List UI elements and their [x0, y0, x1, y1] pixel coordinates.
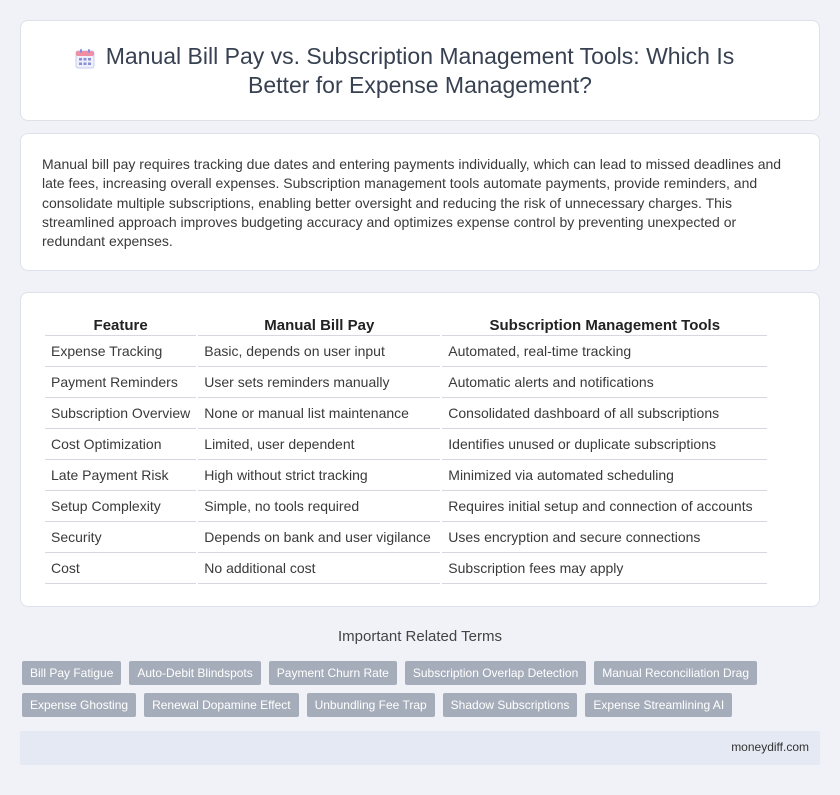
tag-expense-ghosting[interactable]: Expense Ghosting: [22, 693, 136, 717]
feature-cell: Payment Reminders: [45, 367, 196, 398]
related-terms-title: Important Related Terms: [338, 628, 502, 645]
tools-cell: Automatic alerts and notifications: [442, 367, 767, 398]
feature-cell: Cost Optimization: [45, 429, 196, 460]
tools-cell: Requires initial setup and connection of accounts: [442, 491, 767, 522]
intro-card: [20, 133, 820, 271]
feature-cell: Setup Complexity: [45, 491, 196, 522]
comparison-card: [20, 292, 820, 607]
tools-cell: Minimized via automated scheduling: [442, 460, 767, 491]
column-header-feature: Feature: [45, 315, 196, 336]
tag-renewal-dopamine-effect[interactable]: Renewal Dopamine Effect: [144, 693, 299, 717]
tools-cell: Automated, real-time tracking: [442, 336, 767, 367]
intro-paragraph: Manual bill pay requires tracking due dates and entering payments individually, which can lead to missed deadlines and late fees, increasing overall expenses. Subscription management tools automate payments, provide reminders, and consolidate multiple subscriptions, enabling better oversight and reducing the risk of unnecessary charges. This streamlined approach improves budgeting accuracy and optimizes expense control by preventing unexpected or redundant expenses.: [42, 156, 782, 250]
manual-cell: Limited, user dependent: [198, 429, 440, 460]
tools-cell: Subscription fees may apply: [442, 553, 767, 584]
feature-cell: Late Payment Risk: [45, 460, 196, 491]
tag-bill-pay-fatigue[interactable]: Bill Pay Fatigue: [22, 661, 121, 685]
footer: [20, 731, 820, 765]
manual-cell: None or manual list maintenance: [198, 398, 440, 429]
table-row: [45, 460, 767, 491]
table-row: [45, 398, 767, 429]
manual-cell: User sets reminders manually: [198, 367, 440, 398]
table-row: [45, 429, 767, 460]
tag-auto-debit-blindspots[interactable]: Auto-Debit Blindspots: [129, 661, 260, 685]
tag-payment-churn-rate[interactable]: Payment Churn Rate: [269, 661, 397, 685]
footer-site-link[interactable]: moneydiff.com: [731, 740, 809, 754]
related-terms-row: [22, 693, 822, 717]
table-row: [45, 522, 767, 553]
table-row: [45, 336, 767, 367]
tag-manual-reconciliation-drag[interactable]: Manual Reconciliation Drag: [594, 661, 757, 685]
tag-unbundling-fee-trap[interactable]: Unbundling Fee Trap: [307, 693, 435, 717]
tools-cell: Consolidated dashboard of all subscriptions: [442, 398, 767, 429]
table-row: [45, 367, 767, 398]
column-header-subscription-tools: Subscription Management Tools: [442, 315, 767, 336]
manual-cell: High without strict tracking: [198, 460, 440, 491]
table-row: [45, 491, 767, 522]
feature-cell: Subscription Overview: [45, 398, 196, 429]
feature-cell: Expense Tracking: [45, 336, 196, 367]
manual-cell: No additional cost: [198, 553, 440, 584]
manual-cell: Depends on bank and user vigilance: [198, 522, 440, 553]
manual-cell: Simple, no tools required: [198, 491, 440, 522]
tools-cell: Uses encryption and secure connections: [442, 522, 767, 553]
tag-shadow-subscriptions[interactable]: Shadow Subscriptions: [443, 693, 578, 717]
related-terms-row: [22, 661, 822, 685]
tag-subscription-overlap-detection[interactable]: Subscription Overlap Detection: [405, 661, 586, 685]
manual-cell: Basic, depends on user input: [198, 336, 440, 367]
table-row: [45, 553, 767, 584]
page-title: Manual Bill Pay vs. Subscription Management Tools: Which Is Better for Expense Management?: [105, 42, 735, 98]
table-header-row: [45, 315, 767, 336]
tag-expense-streamlining-ai[interactable]: Expense Streamlining AI: [585, 693, 732, 717]
column-header-manual-bill-pay: Manual Bill Pay: [198, 315, 440, 336]
feature-cell: Security: [45, 522, 196, 553]
tools-cell: Identifies unused or duplicate subscriptions: [442, 429, 767, 460]
header-card: [20, 20, 820, 121]
comparison-table: [43, 315, 769, 584]
feature-cell: Cost: [45, 553, 196, 584]
